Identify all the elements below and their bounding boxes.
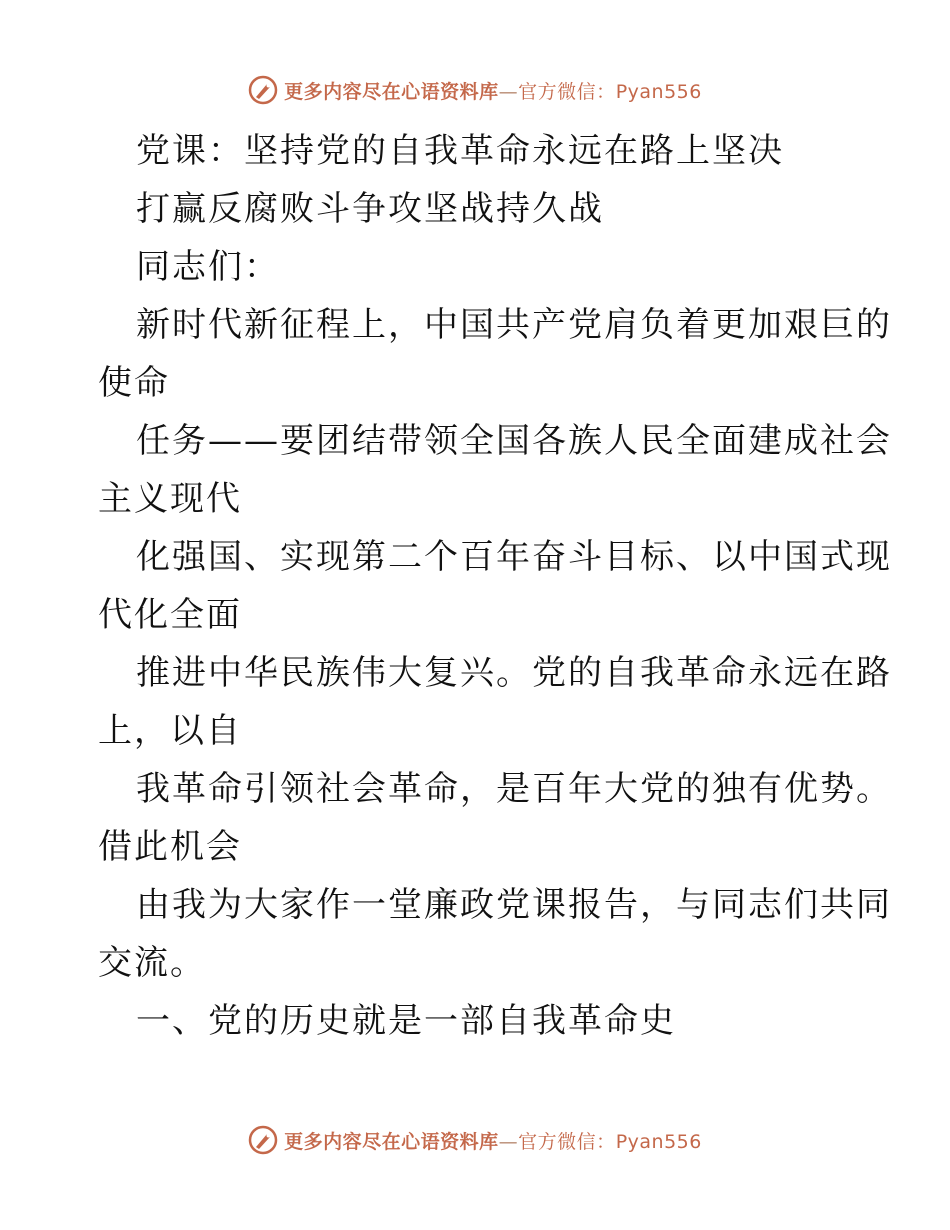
paragraph-line: 推进中华民族伟大复兴。党的自我革命永远在路 [136,653,892,693]
pen-nib-logo-icon [248,1125,278,1155]
watermark-text: 更多内容尽在心语资料库—官方微信：Pyan556 [284,1130,702,1153]
salutation: 同志们： [136,247,280,287]
title-line-1: 党课：坚持党的自我革命永远在路上坚决 [136,131,784,171]
section-heading: 一、党的历史就是一部自我革命史 [136,1001,676,1041]
paragraph-line: 由我为大家作一堂廉政党课报告，与同志们共同 [136,885,892,925]
document-body [98,122,892,1050]
footer-watermark [0,1120,950,1160]
paragraph-line: 交流。 [98,943,206,983]
paragraph-line: 任务——要团结带领全国各族人民全面建成社会 [136,421,892,461]
paragraph-line: 借此机会 [98,827,242,867]
paragraph-line: 我革命引领社会革命，是百年大党的独有优势。 [136,769,892,809]
paragraph-line: 新时代新征程上，中国共产党肩负着更加艰巨的 [136,305,892,345]
paragraph-line: 上，以自 [98,711,242,751]
watermark-text: 更多内容尽在心语资料库—官方微信：Pyan556 [284,80,702,103]
paragraph-line: 使命 [98,363,170,403]
header-watermark [0,70,950,110]
paragraph-line: 化强国、实现第二个百年奋斗目标、以中国式现 [136,537,892,577]
paragraph-line: 主义现代 [98,479,242,519]
paragraph-line: 代化全面 [98,595,242,635]
pen-nib-logo-icon [248,75,278,105]
title-line-2: 打赢反腐败斗争攻坚战持久战 [136,189,604,229]
